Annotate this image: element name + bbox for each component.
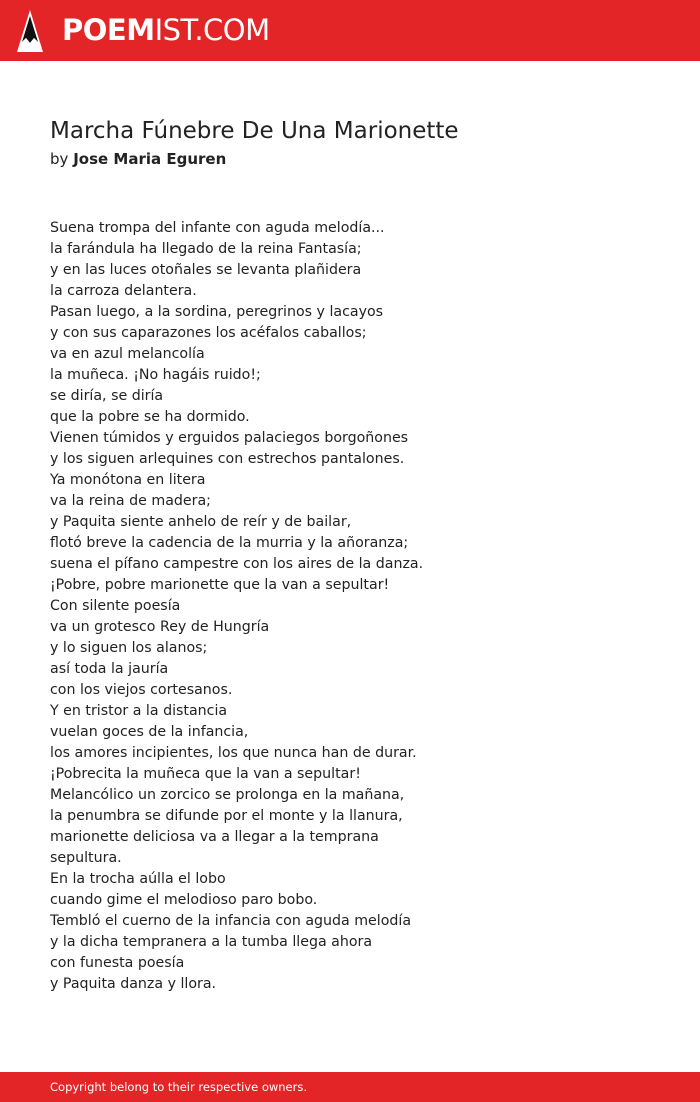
poem-author: Jose Maria Eguren xyxy=(73,150,227,168)
poem-line: con los viejos cortesanos. xyxy=(50,682,233,698)
poem-line: suena el pífano campestre con los aires de la danza. xyxy=(50,556,424,572)
poem-line: y los siguen arlequines con estrechos pantalones. xyxy=(50,451,405,467)
poem-line: Ya monótona en litera xyxy=(50,472,206,488)
poem-line: flotó breve la cadencia de la murria y la añoranza; xyxy=(50,535,409,551)
poem-line: va la reina de madera; xyxy=(50,493,211,509)
poem-line: y la dicha tempranera a la tumba llega ahora xyxy=(50,934,373,950)
poem-line: ¡Pobrecita la muñeca que la van a sepultar! xyxy=(50,766,361,782)
poem-title: Marcha Fúnebre De Una Marionette xyxy=(50,118,459,144)
site-header xyxy=(0,0,700,61)
poem-line: que la pobre se ha dormido. xyxy=(50,409,250,425)
site-footer xyxy=(0,1072,700,1102)
poem-line: Vienen túmidos y erguidos palaciegos borgoñones xyxy=(50,430,409,446)
poem-line: En la trocha aúlla el lobo xyxy=(50,871,226,887)
poem-line: se diría, se diría xyxy=(50,388,164,404)
pencil-tip-icon xyxy=(17,10,43,52)
poem-line: vuelan goces de la infancia, xyxy=(50,724,249,740)
site-logo-link[interactable] xyxy=(62,12,270,48)
poem-line: Melancólico un zorcico se prolonga en la mañana, xyxy=(50,787,405,803)
poem-line: y Paquita danza y llora. xyxy=(50,976,217,992)
byline-prefix: by xyxy=(50,150,69,168)
brand-name-bold: POEM xyxy=(62,13,155,47)
poem-line: Suena trompa del infante con aguda melodía... xyxy=(50,220,385,236)
poem-line: con funesta poesía xyxy=(50,955,185,971)
poem-line: sepultura. xyxy=(50,850,122,866)
poem-line: la carroza delantera. xyxy=(50,283,197,299)
copyright-notice: Copyright belong to their respective owners. xyxy=(50,1080,308,1094)
poem-line: así toda la jauría xyxy=(50,661,169,677)
poem-line: la farándula ha llegado de la reina Fantasía; xyxy=(50,241,362,257)
poem-line: cuando gime el melodioso paro bobo. xyxy=(50,892,318,908)
poem-line: va un grotesco Rey de Hungría xyxy=(50,619,270,635)
poem-body xyxy=(50,218,670,995)
poem-line: y lo siguen los alanos; xyxy=(50,640,208,656)
poem-line: Tembló el cuerno de la infancia con aguda melodía xyxy=(50,913,412,929)
poem-line: los amores incipientes, los que nunca han de durar. xyxy=(50,745,417,761)
poem-line: ¡Pobre, pobre marionette que la van a sepultar! xyxy=(50,577,390,593)
poem-line: Con silente poesía xyxy=(50,598,181,614)
poem-line: la muñeca. ¡No hagáis ruido!; xyxy=(50,367,261,383)
poem-line: y en las luces otoñales se levanta plañidera xyxy=(50,262,362,278)
poem-line: y Paquita siente anhelo de reír y de bailar, xyxy=(50,514,352,530)
poem-line: Pasan luego, a la sordina, peregrinos y lacayos xyxy=(50,304,384,320)
poem-line: marionette deliciosa va a llegar a la temprana xyxy=(50,829,379,845)
byline xyxy=(50,148,226,170)
poem-line: la penumbra se difunde por el monte y la llanura, xyxy=(50,808,403,824)
brand-name-light: IST.COM xyxy=(154,13,270,47)
poem-line: y con sus caparazones los acéfalos caballos; xyxy=(50,325,367,341)
poem-line: va en azul melancolía xyxy=(50,346,205,362)
poem-line: Y en tristor a la distancia xyxy=(50,703,228,719)
